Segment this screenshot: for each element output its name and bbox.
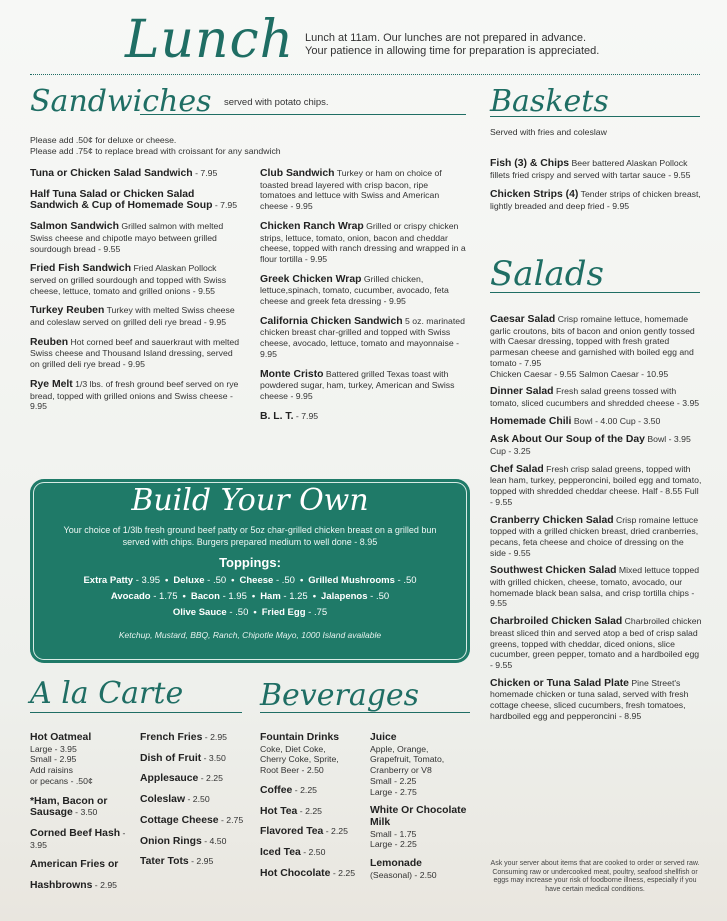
menu-item [490,434,702,456]
item-price: - 2.25 [294,784,317,795]
menu-item [30,732,138,787]
item-name: Club Sandwich [260,168,335,179]
item-description: Tender strips of chicken breast, lightly breaded and deep fried [490,189,701,212]
menu-item [260,732,368,776]
item-description: Bowl - 4.00 Cup - 3.50 [573,415,661,426]
item-name: *Ham, Bacon or Sausage [30,795,108,819]
item-detail-line: Cherry Coke, Sprite, [260,754,339,765]
item-description: Fresh crisp salad greens, topped with lean ham, turkey, pepperoncini, boiled egg and tomato, topped with shredded cheddar cheese. Half - 8.55 Full - 9.55 [490,463,702,507]
item-description: 5 oz. marinated chicken breast char-grilled and topped with Swiss cheese, avocado, lettuce, tomato and mayonnaise [260,315,465,349]
topping-name: Fried Egg [261,607,306,618]
menu-item [260,411,466,423]
item-description: 1/3 lbs. of fresh ground beef served on rye bread, topped with grilled onions and Swiss cheese [30,378,239,401]
a-la-carte-column-2 [140,732,246,877]
menu-item [490,314,702,379]
topping-price: - 1.95 [222,591,247,602]
item-description: Bowl - 3.95 Cup - 3.25 [490,434,691,457]
topping-price: - .75 [308,607,328,618]
a-la-carte-title: A la Carte [30,676,184,711]
menu-item [30,859,138,871]
item-name: California Chicken Sandwich [260,315,403,327]
item-detail-line: Large - 2.25 [370,839,417,850]
topping-price: - .50 [397,575,417,586]
topping-price: - 1.75 [153,591,178,602]
separator-dot: • [231,575,235,586]
item-name: Chicken or Tuna Salad Plate [490,677,629,689]
item-name: Juice [370,732,397,743]
item-description: Hot corned beef and sauerkraut with melted Swiss cheese and Thousand Island dressing, served on grilled deli rye bread [30,336,240,370]
header-divider [30,74,700,75]
item-name: Coleslaw [140,794,186,806]
toppings-row-1 [30,575,470,586]
item-description: Beer battered Alaskan Pollock fillets fried crispy and served with tartar sauce [490,158,688,180]
item-price: - 3.95 [30,827,126,850]
item-name: Turkey Reuben [30,305,105,317]
item-price: - 2.25 [325,826,348,837]
sandwiches-notes [30,135,466,156]
item-name: Charbroiled Chicken Salad [490,616,623,628]
item-description: Crisp romaine lettuce, homemade garlic croutons, bits of bacon and onion gently tossed with Caesar dressing, topped with fresh grated parmesan cheese and garnished with boiled egg and tomato [490,314,695,368]
salads-title: Salads [490,254,604,294]
separator-dot: • [251,591,256,602]
topping-price: - 1.25 [283,591,308,602]
item-description: Grilled chicken, lettuce,spinach, tomato, cucumber, avocado, feta cheese and greek feta dressing [260,273,449,307]
beverages-column-1 [260,732,368,888]
toppings-row-2 [30,591,470,602]
menu-item [30,168,242,180]
item-name: Southwest Chicken Salad [490,565,617,577]
item-price: - 7.95 [214,200,238,211]
baskets-list [490,158,702,221]
menu-item [490,386,702,408]
topping-name: Bacon [190,591,220,602]
item-extra: Chicken Caesar - 9.55 Salmon Caesar - 10.95 [490,368,669,379]
item-detail-line: Small - 2.25 [370,775,417,786]
menu-item [30,305,242,327]
item-name: Cranberry Chicken Salad [490,514,614,526]
item-name: Lemonade [370,858,422,870]
menu-item [30,880,138,892]
item-price: - 9.95 [30,390,233,412]
menu-item [140,753,246,765]
item-price: - 3.50 [75,807,98,818]
item-price: - 8.95 [618,710,642,721]
item-price: - 9.95 [260,338,459,359]
menu-item [260,868,368,880]
item-price: - 2.50 [303,846,326,857]
menu-item [30,828,138,850]
menu-item [260,806,368,818]
item-description: Charbroiled chicken breast sliced thin and served atop a bed of crisp salad greens, topped with cheddar, diced onions, slice cucumber, green pepper, tomato and a hardboiled egg [490,616,702,660]
item-description: Crisp romaine lettuce topped with a grilled chicken breast, dried cranberries, pecans, feta cheese and choice of dressing on the side [490,514,699,558]
topping-name: Extra Patty [83,575,134,586]
item-price: - 7.95 [518,357,542,368]
build-your-own-description: Your choice of 1/3lb fresh ground beef patty or 5oz char-grilled chicken breast on a grilled bun served with chips. Burgers prepared medium to well done - 8.95 [63,525,437,547]
sandwiches-subtitle: served with potato chips. [223,97,329,108]
menu-item [30,337,242,370]
item-name: French Fries [140,732,203,743]
sandwiches-section [30,84,466,119]
salads-list [490,314,702,729]
item-price: - 9.55 [508,547,531,558]
toppings-label: Toppings: [219,555,281,570]
menu-item [30,189,242,212]
item-name: Ask About Our Soup of the Day [490,434,645,446]
item-price: - 9.55 [668,169,691,180]
item-detail-line: Large - 3.95 [30,743,77,754]
item-name: Chicken Strips (4) [490,189,579,201]
sandwiches-left-column [30,168,242,421]
item-name: Salmon Sandwich [30,221,119,233]
topping-name: Jalapenos [321,591,368,602]
separator-dot: • [312,591,317,602]
item-price: - 9.95 [122,359,145,370]
item-name: Fountain Drinks [260,732,340,743]
menu-item [490,464,702,508]
item-price: - 2.25 [299,805,322,816]
toppings-row-3 [30,607,470,618]
item-price: - 9.55 [98,243,121,254]
header-note-line2: Your patience in allowing time for preparation is appreciated. [305,45,600,57]
item-detail-line: Coke, Diet Coke, [260,743,326,754]
item-price: - 9.55 [490,659,513,670]
menu-item [140,815,246,827]
menu-item [30,263,242,296]
item-name: Chicken Ranch Wrap [260,220,364,232]
menu-item [30,796,138,819]
item-name: Dinner Salad [490,386,554,398]
item-price: - 9.95 [304,253,328,264]
item-name: Hot Tea [260,805,298,817]
item-name: Fish (3) & Chips [490,158,570,169]
item-price: - 2.25 [332,867,356,878]
separator-dot: • [182,591,186,602]
a-la-carte-rule [30,712,242,713]
menu-item [260,785,368,797]
item-price: - 2.50 [187,794,210,805]
item-detail-line: Apple, Orange, [370,743,429,754]
build-your-own-title: Build Your Own [131,483,369,518]
item-description: Fresh salad greens tossed with tomato, sliced cucumbers and shredded cheese [490,386,677,408]
menu-item [490,158,702,180]
beverages-title: Beverages [260,678,420,713]
beverages-column-2 [370,732,470,888]
menu-item [260,274,466,307]
item-detail-line: Grapefruit, Tomato, [370,754,445,765]
lunch-title: Lunch [125,10,295,70]
topping-name: Deluxe [173,575,205,586]
item-price: - 9.95 [290,201,313,212]
item-price: - 9.95 [203,317,227,328]
item-price: - 9.95 [383,296,406,307]
item-description: Grilled or crispy chicken strips, lettuce, tomato, onion, bacon and cheddar cheese, topped with ranch dressing and wrapped in a flour tortilla [260,220,466,264]
item-name: Hashbrowns [30,880,93,892]
menu-item [260,221,466,265]
a-la-carte-column-1 [30,732,138,901]
item-description: Battered grilled Texas toast with powdered sugar, ham, turkey, American and Swiss cheese [260,368,455,401]
item-name: Half Tuna Salad or Chicken Salad Sandwich & Cup of Homemade Soup [30,188,213,212]
item-name: Fried Fish Sandwich [30,263,132,275]
menu-item [260,316,466,360]
menu-item [260,847,368,859]
item-name: White Or Chocolate Milk [370,805,467,828]
item-detail-line: Large - 2.75 [370,786,417,797]
topping-name: Ham [260,591,281,602]
food-safety-disclaimer: Ask your server about items that are cooked to order or served raw. Consuming raw or undercooked meat, poultry, seafood shellfish or eggs may increase your risk of foodborne illness, especially if you have certain medical conditions. [490,860,700,893]
topping-name: Olive Sauce [172,607,227,618]
item-price: - 4.50 [204,835,227,846]
topping-price: - 3.95 [135,575,161,586]
sandwiches-note-croissant: Please add .75¢ to replace bread with croissant for any sandwich [30,145,281,156]
item-detail-line: Cranberry or V8 [370,765,432,776]
item-detail-line: (Seasonal) - 2.50 [370,869,437,880]
menu-item [490,515,702,559]
item-name: Homemade Chili [490,415,572,427]
menu-item [490,616,702,671]
item-name: Applesauce [140,773,199,785]
item-detail-line: Root Beer - 2.50 [260,765,324,776]
item-name: Greek Chicken Wrap [260,273,362,285]
item-description: Fried Alaskan Pollock served on grilled sourdough and topped with Swiss cheese, lettuce, tomato and grilled onions [30,263,227,296]
item-name: Onion Rings [140,835,202,847]
separator-dot: • [299,575,304,586]
sandwiches-note-deluxe: Please add .50¢ for deluxe or cheese. [30,135,177,145]
item-price: - 9.55 [490,587,695,609]
item-name: American Fries or [30,859,119,871]
separator-dot: • [253,607,257,618]
header-note [305,32,599,58]
item-detail-line: Small - 2.95 [30,754,77,765]
baskets-title: Baskets [490,84,609,119]
menu-item [140,732,246,744]
menu-item [490,189,702,211]
topping-price: - .50 [229,607,249,618]
header-note-line1: Lunch at 11am. Our lunches are not prepared in advance. [305,32,587,44]
item-price: - 3.50 [203,752,226,763]
menu-item [140,794,246,806]
item-name: Caesar Salad [490,314,556,325]
menu-item [260,369,466,402]
sandwiches-right-column [260,168,466,431]
item-name: Tuna or Chicken Salad Sandwich [30,168,193,179]
item-name: B. L. T. [260,410,294,422]
item-description: Mixed lettuce topped with grilled chicken, cheese, tomato, avocado, our homemade black bean salsa, and crisp tortilla chips [490,565,700,598]
menu-item [490,416,702,428]
item-price: - 9.95 [290,390,313,401]
menu-item [490,678,702,722]
menu-item [30,221,242,254]
menu-item [490,565,702,609]
topping-price: - .50 [207,575,227,586]
item-name: Rye Melt [30,378,73,390]
salads-section [490,256,700,293]
topping-price: - .50 [370,591,390,602]
item-name: Dish of Fruit [140,752,202,764]
beverages-section [260,680,470,713]
build-your-own-panel [30,479,470,663]
topping-name: Cheese [239,575,274,586]
menu-item [140,773,246,785]
baskets-section [490,86,700,137]
menu-item [370,732,470,797]
topping-price: - .50 [275,575,295,586]
item-description: Pine Street's homemade chicken or tuna salad, served with fresh cottage cheese, sliced cucumbers, fresh tomatoes, hardboiled egg and pepperoncini [490,677,689,721]
item-price: - 2.95 [191,856,214,867]
item-name: Tater Tots [140,856,189,868]
item-name: Coffee [260,784,293,796]
item-name: Corned Beef Hash [30,827,121,839]
condiments-note: Ketchup, Mustard, BBQ, Ranch, Chipotle Mayo, 1000 Island available [118,630,382,640]
separator-dot: • [165,575,169,586]
item-price: - 2.25 [200,773,223,784]
menu-item [370,858,470,880]
item-name: Cottage Cheese [140,814,219,826]
item-name: Monte Cristo [260,368,324,380]
sandwiches-title: Sandwiches [30,84,212,119]
item-name: Hot Chocolate [260,867,331,879]
item-name: Chef Salad [490,463,544,475]
item-description: Grilled salmon with melted Swiss cheese and chipotle mayo between grilled sourdough bread [30,221,224,254]
item-price: - 9.55 [192,285,215,296]
menu-item [370,805,470,850]
item-description: Turkey with melted Swiss cheese and coleslaw served on grilled deli rye bread [30,305,235,328]
item-name: Reuben [30,336,69,348]
item-detail-line: or pecans - .50¢ [30,775,93,786]
menu-item [260,168,466,212]
item-description: Turkey or ham on choice of toasted bread layered with crisp bacon, ripe tomatoes and lettuce with Swiss and American cheese [260,168,442,212]
item-price: - 7.95 [295,410,319,421]
baskets-subtitle: Served with fries and coleslaw [490,127,607,137]
item-price: - 9.95 [606,201,630,212]
topping-name: Grilled Mushrooms [308,575,395,586]
item-price: - 7.95 [195,168,218,178]
menu-item [140,856,246,868]
item-name: Iced Tea [260,846,301,858]
item-price: - 2.95 [204,732,228,742]
item-name: Hot Oatmeal [30,732,92,743]
item-price: - 2.75 [220,814,244,825]
item-price: - 3.95 [676,397,700,408]
topping-name: Avocado [110,591,151,602]
a-la-carte-section [30,678,242,713]
item-detail-line: Small - 1.75 [370,828,417,839]
item-detail-line: Add raisins [30,765,73,776]
menu-item [140,836,246,848]
item-price: - 2.95 [94,880,117,891]
item-name: Flavored Tea [260,826,324,838]
menu-item [30,379,242,412]
menu-item [260,826,368,838]
